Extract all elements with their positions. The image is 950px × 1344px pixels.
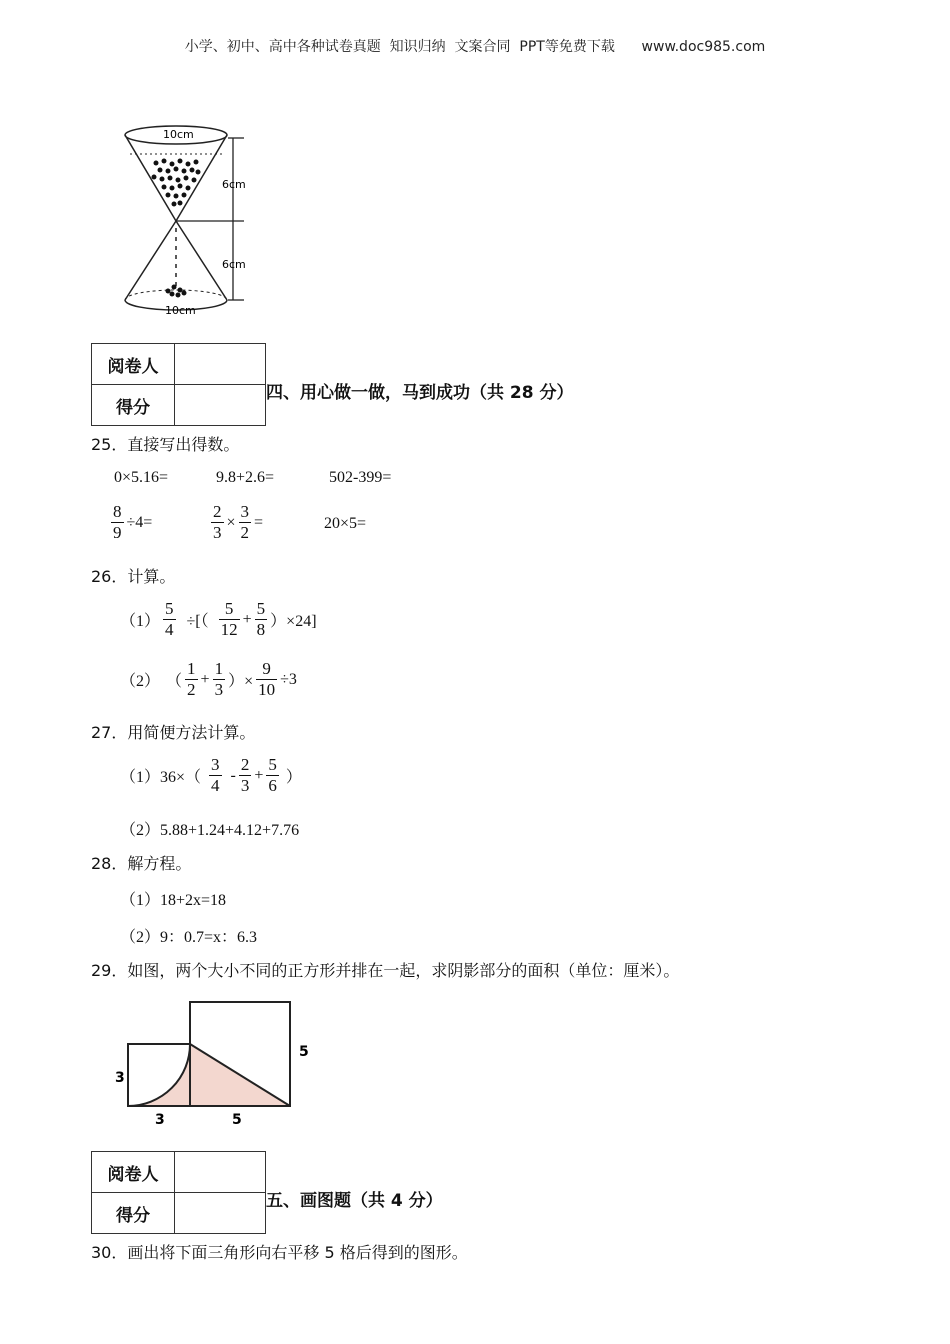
- lower-height-label: 6cm: [222, 258, 246, 271]
- score-label: 得分: [92, 1193, 175, 1234]
- q25-item2: 9.8+2.6=: [216, 469, 275, 486]
- q25-item6: 20×5=: [324, 515, 367, 532]
- reviewer-label: 阅卷人: [92, 1152, 175, 1193]
- score-table-section4: [91, 343, 266, 426]
- shaded-region: [128, 1044, 290, 1106]
- q28-title: 28．解方程。: [91, 854, 192, 873]
- q26-title: 26．计算。: [91, 567, 176, 586]
- reviewer-cell[interactable]: [175, 1152, 266, 1193]
- section5-title: 五、画图题（共 4 分）: [266, 1191, 443, 1211]
- score-cell[interactable]: [175, 385, 266, 426]
- q27-title: 27．用简便方法计算。: [91, 723, 256, 742]
- score-cell[interactable]: [175, 1193, 266, 1234]
- reviewer-cell[interactable]: [175, 344, 266, 385]
- q25-item3: 502-399=: [329, 469, 392, 486]
- page-header: 小学、初中、高中各种试卷真题 知识归纳 文案合同 PPT等免费下载 www.doc985.com: [184, 39, 766, 55]
- q25-item1: 0×5.16=: [114, 469, 169, 486]
- q29-title: 29．如图，两个大小不同的正方形并排在一起，求阴影部分的面积（单位：厘米）。: [91, 961, 680, 980]
- small-bottom-label: 3: [155, 1112, 165, 1128]
- q25-item4: $\frac{8}{9}$ ÷4=: [113, 502, 153, 542]
- section4-title: 四、用心做一做，马到成功（共 28 分）: [266, 383, 574, 403]
- q25-title: 25．直接写出得数。: [91, 435, 240, 454]
- q30-title: 30．画出将下面三角形向右平移 5 格后得到的图形。: [91, 1243, 468, 1262]
- lower-left-edge: [125, 221, 176, 300]
- sand-lower: [166, 285, 187, 298]
- q27-part1: （1）36×（ $\frac{3}{4}$ - $\frac{2}{3}$ + $\frac{5}{6}$ ）: [120, 755, 302, 795]
- upper-height-label: 6cm: [222, 178, 246, 191]
- q27-part2: （2）5.88+1.24+4.12+7.76: [120, 822, 300, 839]
- q28-part2: （2）9：0.7=x：6.3: [120, 929, 258, 946]
- q26-part1: （1） $\frac{5}{4}$ ÷[（ $\frac{5}{12}$ + $\frac{5}{8}$ ）×24]: [120, 599, 317, 639]
- q25-item5: $\frac{2}{3}$ × $\frac{3}{2}$ =: [213, 502, 264, 542]
- small-side-label: 3: [115, 1070, 125, 1086]
- q26-part2: （2） （ $\frac{1}{2}$ + $\frac{1}{3}$ ）× $\frac{9}{10}$ ÷3: [120, 659, 297, 699]
- sand-upper: [152, 159, 201, 207]
- top-diameter-label: 10cm: [163, 128, 194, 141]
- hourglass-figure: [110, 118, 260, 323]
- big-bottom-label: 5: [232, 1112, 242, 1128]
- big-side-label: 5: [299, 1044, 309, 1060]
- lower-right-edge: [176, 221, 227, 300]
- q28-part1: （1）18+2x=18: [120, 892, 227, 909]
- squares-figure: [110, 996, 320, 1131]
- score-table-section5: [91, 1151, 266, 1234]
- reviewer-label: 阅卷人: [92, 344, 175, 385]
- bottom-diameter-label: 10cm: [165, 304, 196, 317]
- score-label: 得分: [92, 385, 175, 426]
